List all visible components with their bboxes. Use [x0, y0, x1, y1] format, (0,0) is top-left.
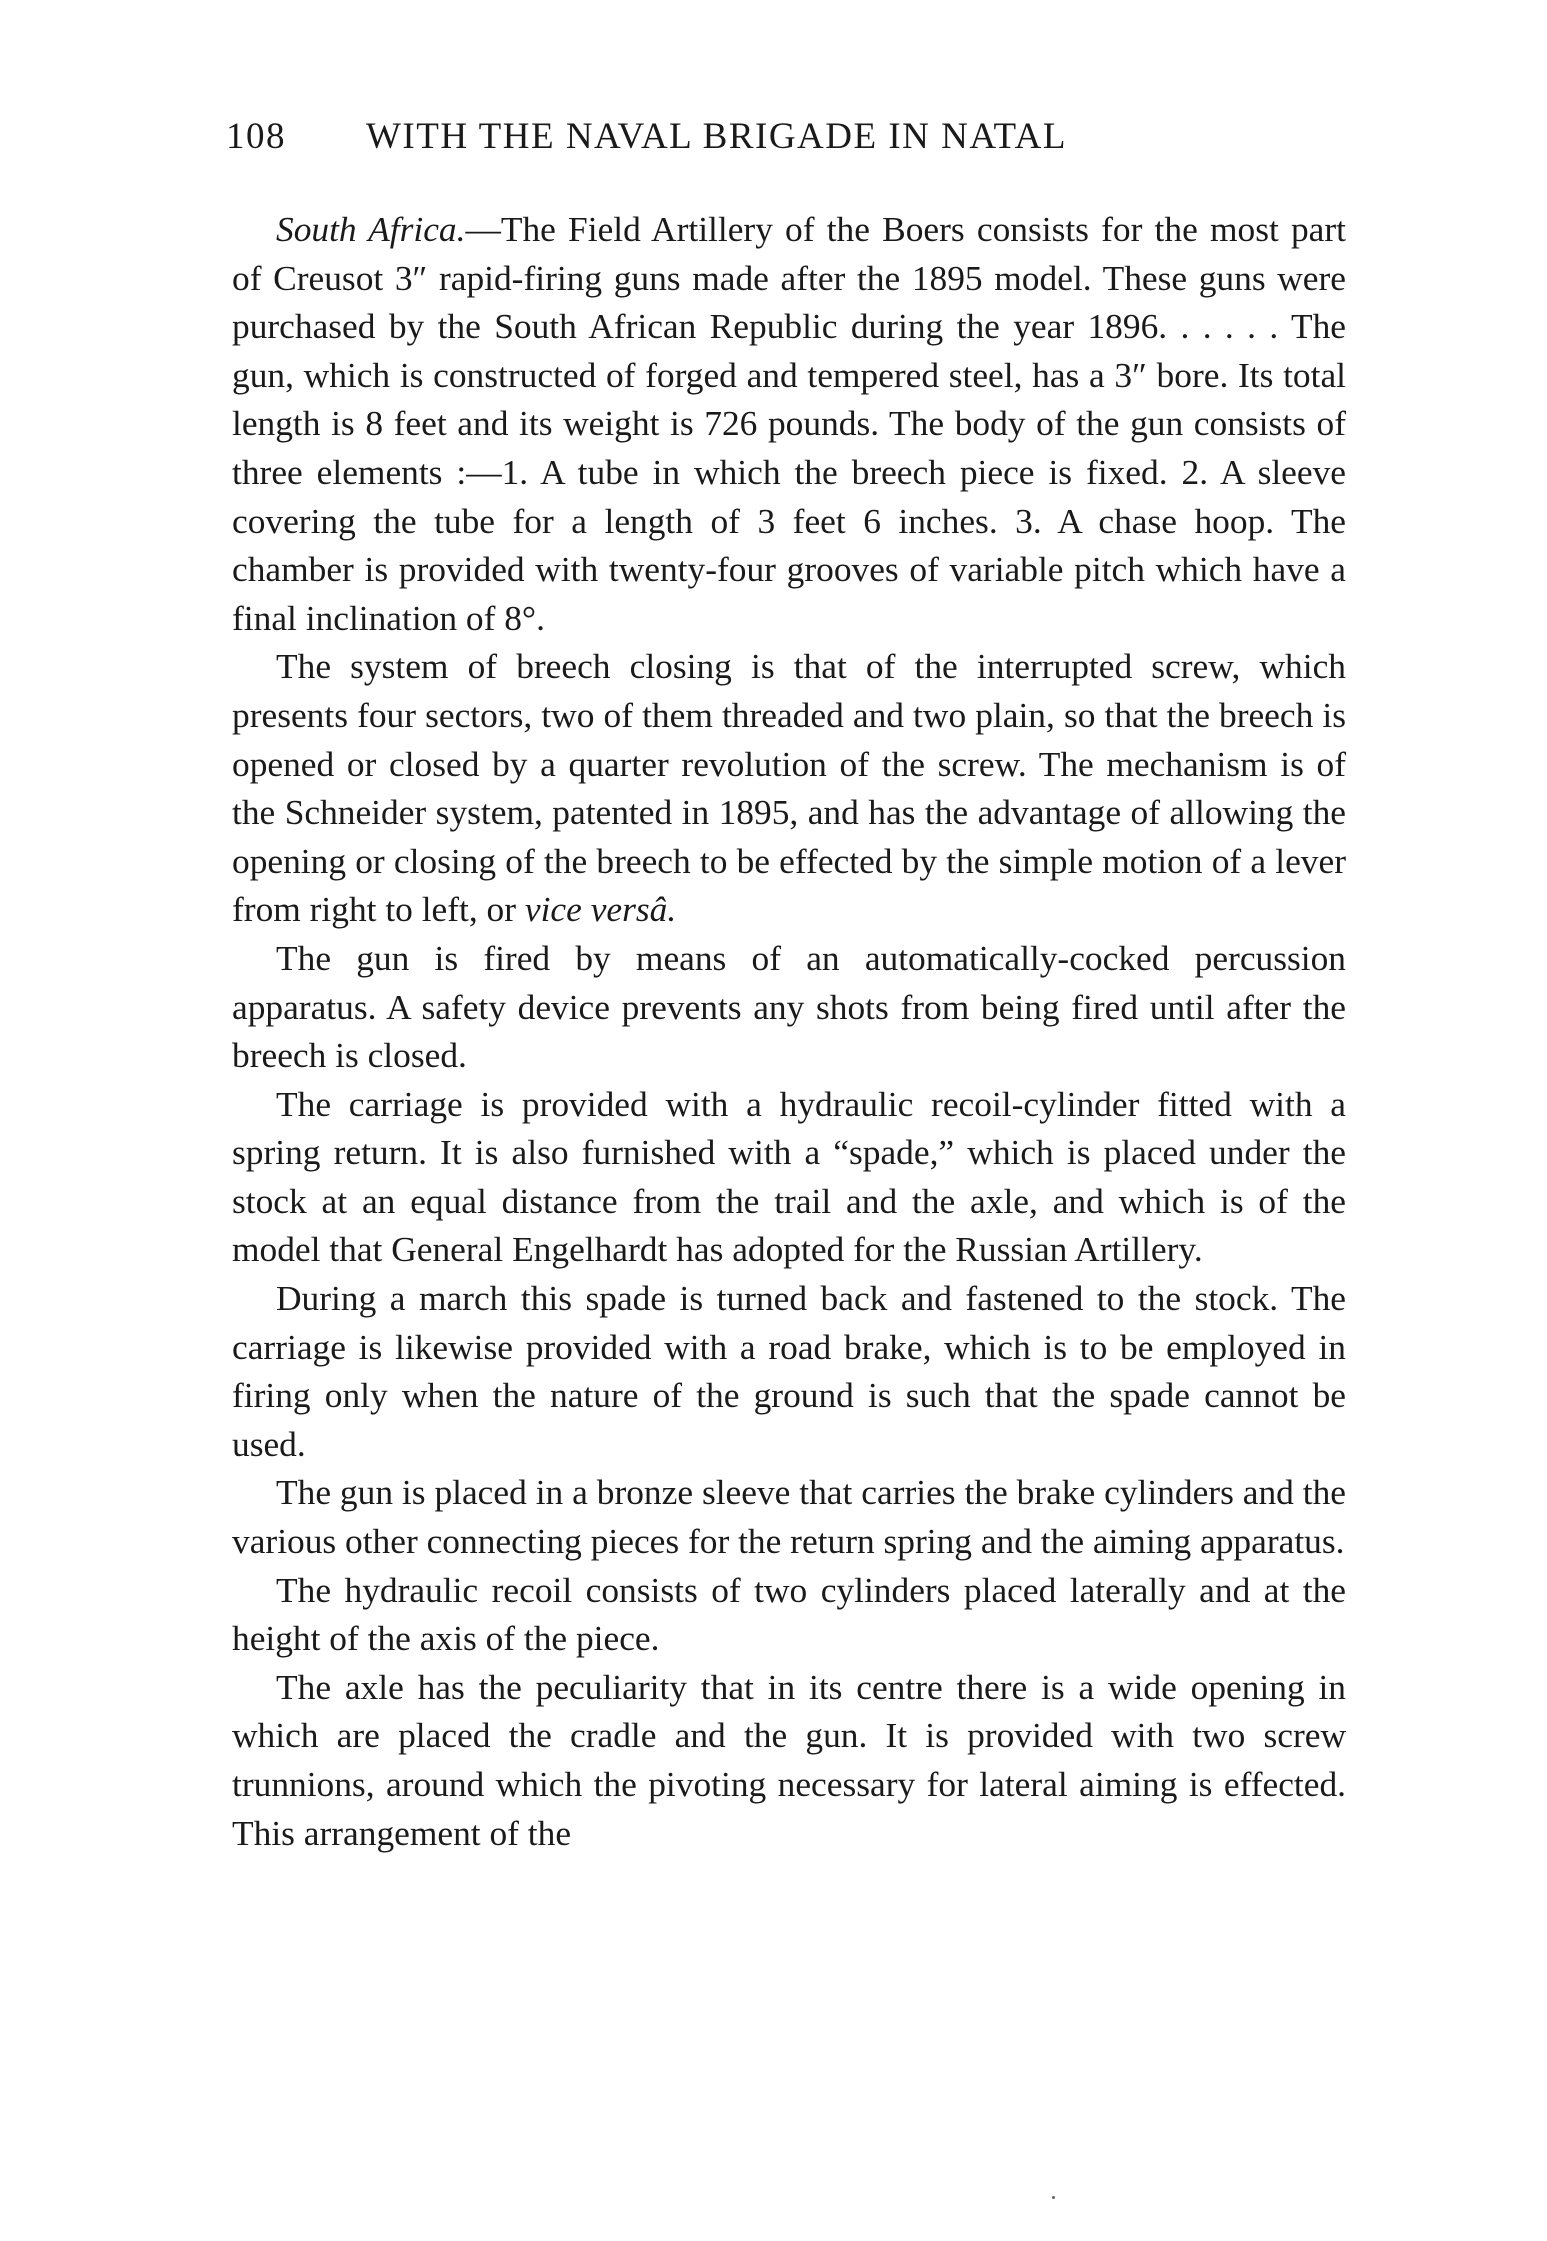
- paragraph-text: The axle has the peculiarity that in its centre there is a wide opening in which are placed the cradle and the gun. It is provided with two screw trunnions, around which the pivoting necessary for lateral aiming is effected. This arrangement of the: [232, 1666, 1346, 1853]
- paragraph-bronze-sleeve: [232, 1468, 1346, 1565]
- paragraph-text: The carriage is provided with a hydraulic recoil-cylinder fitted with a spring return. It is also furnished with a “spade,” which is placed under the stock at an equal distance from the trail and the axle, and which is of the model that General Engelhardt has adopted for the Russian Artillery.: [232, 1083, 1346, 1270]
- running-title: WITH THE NAVAL BRIGADE IN NATAL: [366, 116, 1067, 157]
- paragraph-text: —The Field Artillery of the Boers consists for the most part of Creusot 3″ rapid-firing guns made after the 1895 model. These guns were purchased by the South African Republic during the year 1896. . . . . . The gun, which is constructed of forged and tempered steel, has a 3″ bore. Its total length is 8 feet and its weight is 726 pounds. The body of the gun consists of three elements :—1. A tube in which the breech piece is fixed. 2. A sleeve covering the tube for a length of 3 feet 6 inches. 3. A chase hoop. The chamber is provided with twenty-four grooves of variable pitch which have a final inclination of 8°.: [232, 209, 1346, 638]
- paragraph-text: During a march this spade is turned back and fastened to the stock. The carriage is likewise provided with a road brake, which is to be employed in firing only when the nature of the ground is such that the spade cannot be used.: [232, 1278, 1346, 1464]
- paragraph-firing: [232, 934, 1346, 1080]
- paper-speck: [1052, 2196, 1055, 2199]
- page-number: 108: [226, 116, 286, 157]
- italic-phrase: vice versâ.: [524, 889, 677, 930]
- paragraph-carriage: [232, 1080, 1346, 1274]
- paragraph-text: The gun is placed in a bronze sleeve that carries the brake cylinders and the various other connecting pieces for the return spring and the aiming apparatus.: [232, 1472, 1346, 1562]
- section-heading-italic: South Africa.: [276, 209, 466, 249]
- paragraph-march: [232, 1274, 1346, 1468]
- paragraph-text: The hydraulic recoil consists of two cylinders placed laterally and at the height of the axis of the piece.: [232, 1569, 1346, 1659]
- paragraph-breech-closing: [232, 642, 1346, 934]
- paragraph-axle: [232, 1663, 1346, 1857]
- body-text: [232, 205, 1346, 1857]
- paragraph-text: The gun is fired by means of an automatically-cocked percussion apparatus. A safety device prevents any shots from being fired until after the breech is closed.: [232, 937, 1346, 1076]
- running-head: [226, 112, 1351, 162]
- paragraph-text: The system of breech closing is that of the interrupted screw, which presents four sectors, two of them threaded and two plain, so that the breech is opened or closed by a quarter revolution of the screw. The mechanism is of the Schneider system, patented in 1895, and has the advantage of allowing the opening or closing of the breech to be effected by the simple motion of a lever from right to left, or: [232, 646, 1346, 930]
- paragraph-field-artillery: [232, 205, 1346, 642]
- paragraph-hydraulic-recoil: [232, 1566, 1346, 1663]
